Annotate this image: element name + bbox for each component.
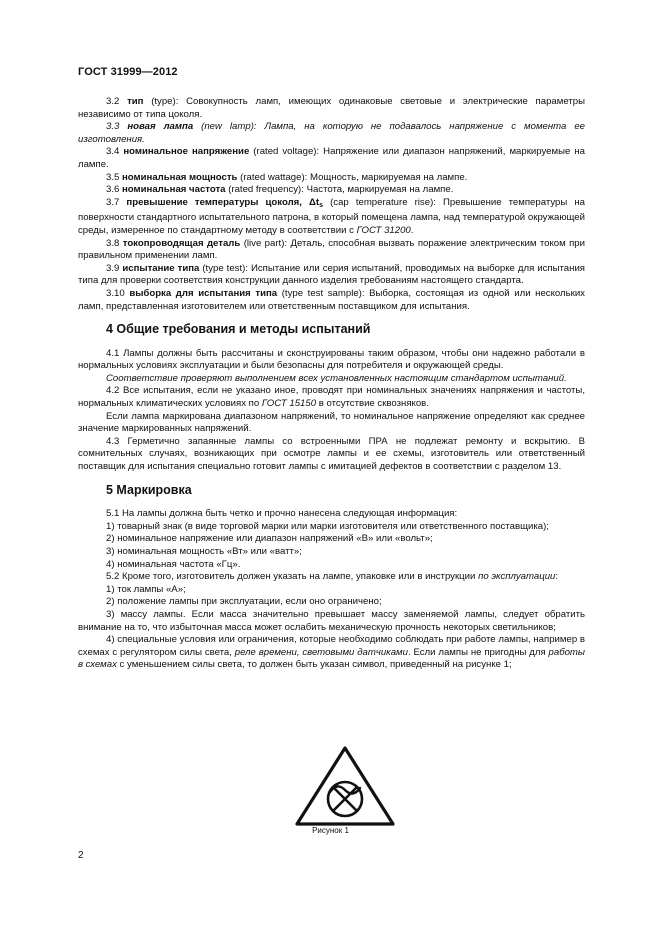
document-header: ГОСТ 31999—2012	[78, 66, 178, 78]
clause-4-2-note: Если лампа маркирована диапазоном напряжений, то номинальное напряжение определяют как среднее значение маркированных напряжений.	[78, 410, 585, 435]
clause-5-1-item: 4) номинальная частота «Гц».	[106, 558, 241, 570]
clause-3-8: 3.8 токопроводящая деталь (live part): Деталь, способная вызвать поражение электрическим током при правильном применении ламп.	[78, 237, 586, 262]
clause-3-2: 3.2 тип (type): Совокупность ламп, имеющих одинаковые световые и электрические параметры независимо от типа цоколя.	[78, 96, 585, 120]
clause-5-1: 5.1 На лампы должна быть четко и прочно нанесена следующая информация:	[106, 508, 458, 520]
clause-5-1-item: 2) номинальное напряжение или диапазон напряжений «В» или «вольт»;	[106, 533, 433, 545]
clause-5-2-item-4: 4) специальные условия или ограничения, которые необходимо соблюдать при работе лампы, например в схемах с регулятором силы света, реле времени, световыми датчиками. Если лампы не пригодны для работы в схемах с уменьшением силы света, то должен быть указан символ, приведенный на рисунке 1;	[78, 634, 585, 671]
clause-5-1-item: 1) товарный знак (в виде торговой марки или марки изготовителя или ответственного поставщика);	[106, 520, 549, 532]
section-4-heading: 4 Общие требования и методы испытаний	[106, 322, 371, 337]
clause-5-2-item: 2) положение лампы при эксплуатации, если оно ограничено;	[106, 596, 382, 608]
clause-3-6: 3.6 номинальная частота (rated frequency): Частота, маркируемая на лампе.	[106, 184, 454, 196]
clause-5-1-item: 3) номинальная мощность «Вт» или «ватт»;	[106, 546, 302, 557]
clause-3-4: 3.4 номинальное напряжение (rated voltage): Напряжение или диапазон напряжений, маркируемые на лампе.	[78, 146, 585, 170]
clause-4-1: 4.1 Лампы должны быть рассчитаны и сконструированы таким образом, чтобы они надежно работали в нормальных условиях эксплуатации и были безопасны для потребителя и окружающей среды.	[78, 347, 585, 372]
clause-3-7: 3.7 превышение температуры цоколя, $\Delta t_s$ (cap temperature rise): Превышение температуры на поверхности стандартного испытательного патрона, в который помещена лампа, над температурой окружающей среды, измеренное по стандартному методу в соответствии с ГОСТ 31200.	[78, 196, 585, 236]
clause-3-3: 3.3 новая лампа (new lamp): Лампа, на которую не подавалось напряжение с момента ее изготовления.	[78, 121, 585, 145]
clause-5-2: 5.2 Кроме того, изготовитель должен указать на лампе, упаковке или в инструкции по эксплуатации:	[106, 571, 559, 583]
clause-5-2-item: 1) ток лампы «А»;	[106, 583, 186, 595]
clause-3-10: 3.10 выборка для испытания типа (type test sample): Выборка, состоящая из одной или нескольких ламп, представленная изготовителем или ответственным поставщиком для испытания.	[78, 287, 585, 312]
clause-4-3: 4.3 Герметично запаянные лампы со встроенными ПРА не подлежат ремонту и вскрытию. В сомнительных случаях, возникающих при осмотре лампы и ее схемы, изготовитель или ответственный поставщик для испытания специально готовит лампы с имитацией дефектов в соответствии с разделом 13.	[78, 435, 585, 473]
clause-4-1-check: Соответствие проверяют выполнением всех установленных настоящим стандартом испытаний.	[106, 372, 567, 384]
clause-4-2: 4.2 Все испытания, если не указано иное, проводят при номинальных значениях напряжения и частоты, нормальных климатических условиях по ГОСТ 15150 в отсутствие сквозняков.	[78, 385, 585, 410]
section-5-heading: 5 Маркировка	[106, 482, 192, 497]
clause-5-2-item: 3) массу лампы. Если масса значительно превышает массу заменяемой лампы, следует обратить внимание на то, что избыточная масса может ослабить механическую прочность некоторых светильников;	[78, 608, 585, 633]
page-number: 2	[78, 850, 84, 861]
clause-3-9: 3.9 испытание типа (type test): Испытание или серия испытаний, проводимых на выборке для испытания типа для проверки соответствия конструкции данного изделия требованиям настоящего стандарта.	[78, 262, 585, 287]
clause-3-5: 3.5 номинальная мощность (rated wattage): Мощность, маркируемая на лампе.	[106, 171, 468, 183]
figure-caption: Рисунок 1	[312, 826, 349, 835]
